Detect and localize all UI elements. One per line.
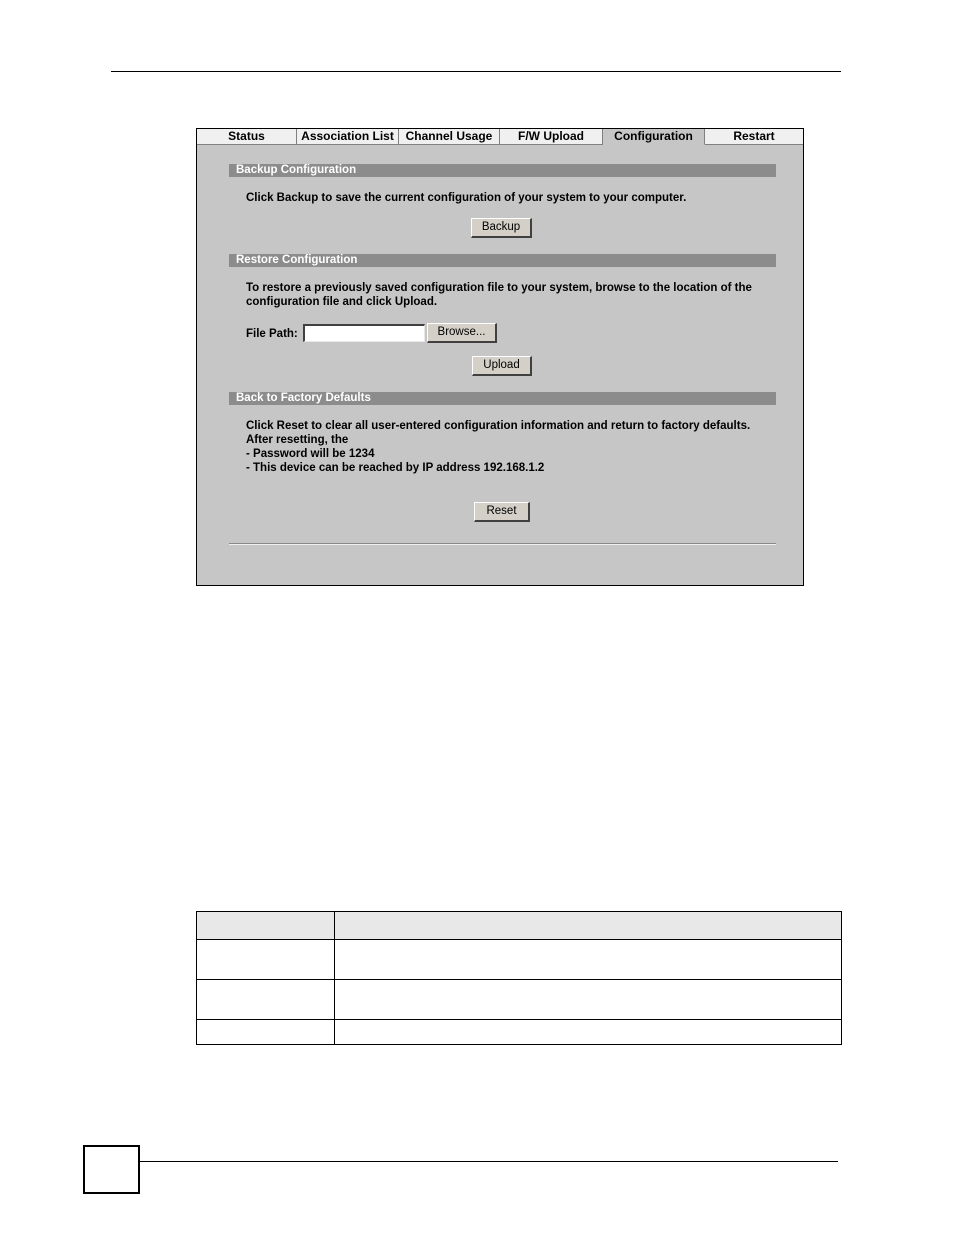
table-row [197,940,842,980]
table-header-row [197,912,842,940]
restore-section-header: Restore Configuration [229,254,776,267]
factory-description-line2: After resetting, the [246,434,349,446]
factory-ip-note: - This device can be reached by IP address 192.168.1.2 [246,462,545,474]
configuration-screen [196,128,804,586]
reset-button[interactable]: Reset [474,502,530,522]
factory-section-header: Back to Factory Defaults [229,392,776,405]
table-cell [197,940,335,980]
table-cell [335,1020,842,1045]
restore-description-line1: To restore a previously saved configuration file to your system, browse to the location of the [246,282,752,294]
tab-fw-upload[interactable]: F/W Upload [500,129,603,145]
upload-button[interactable]: Upload [472,356,532,376]
backup-section-header: Backup Configuration [229,164,776,177]
field-description-table [196,911,842,1045]
file-path-label: File Path: [246,328,298,340]
tab-channel-usage[interactable]: Channel Usage [399,129,500,145]
section-divider [229,543,776,545]
table-row [197,980,842,1020]
tab-bar [197,129,803,145]
page-number-box [83,1145,140,1194]
factory-password-note: - Password will be 1234 [246,448,375,460]
browse-button[interactable]: Browse... [427,323,497,343]
restore-description-line2: configuration file and click Upload. [246,296,438,308]
table-header-cell [335,912,842,940]
tab-configuration[interactable]: Configuration [603,129,705,145]
table-cell [197,1020,335,1045]
table-header-cell [197,912,335,940]
table-cell [335,980,842,1020]
tab-restart[interactable]: Restart [705,129,803,145]
page-footer-rule [140,1161,838,1162]
tab-status[interactable]: Status [197,129,297,145]
file-path-input[interactable] [303,324,425,342]
backup-button[interactable]: Backup [471,218,532,238]
backup-description: Click Backup to save the current configuration of your system to your computer. [246,192,687,204]
table-row [197,1020,842,1045]
page-header-rule [111,71,841,72]
table-cell [335,940,842,980]
table-cell [197,980,335,1020]
factory-description-line1: Click Reset to clear all user-entered configuration information and return to factory defaults. [246,420,751,432]
tab-association-list[interactable]: Association List [297,129,399,145]
